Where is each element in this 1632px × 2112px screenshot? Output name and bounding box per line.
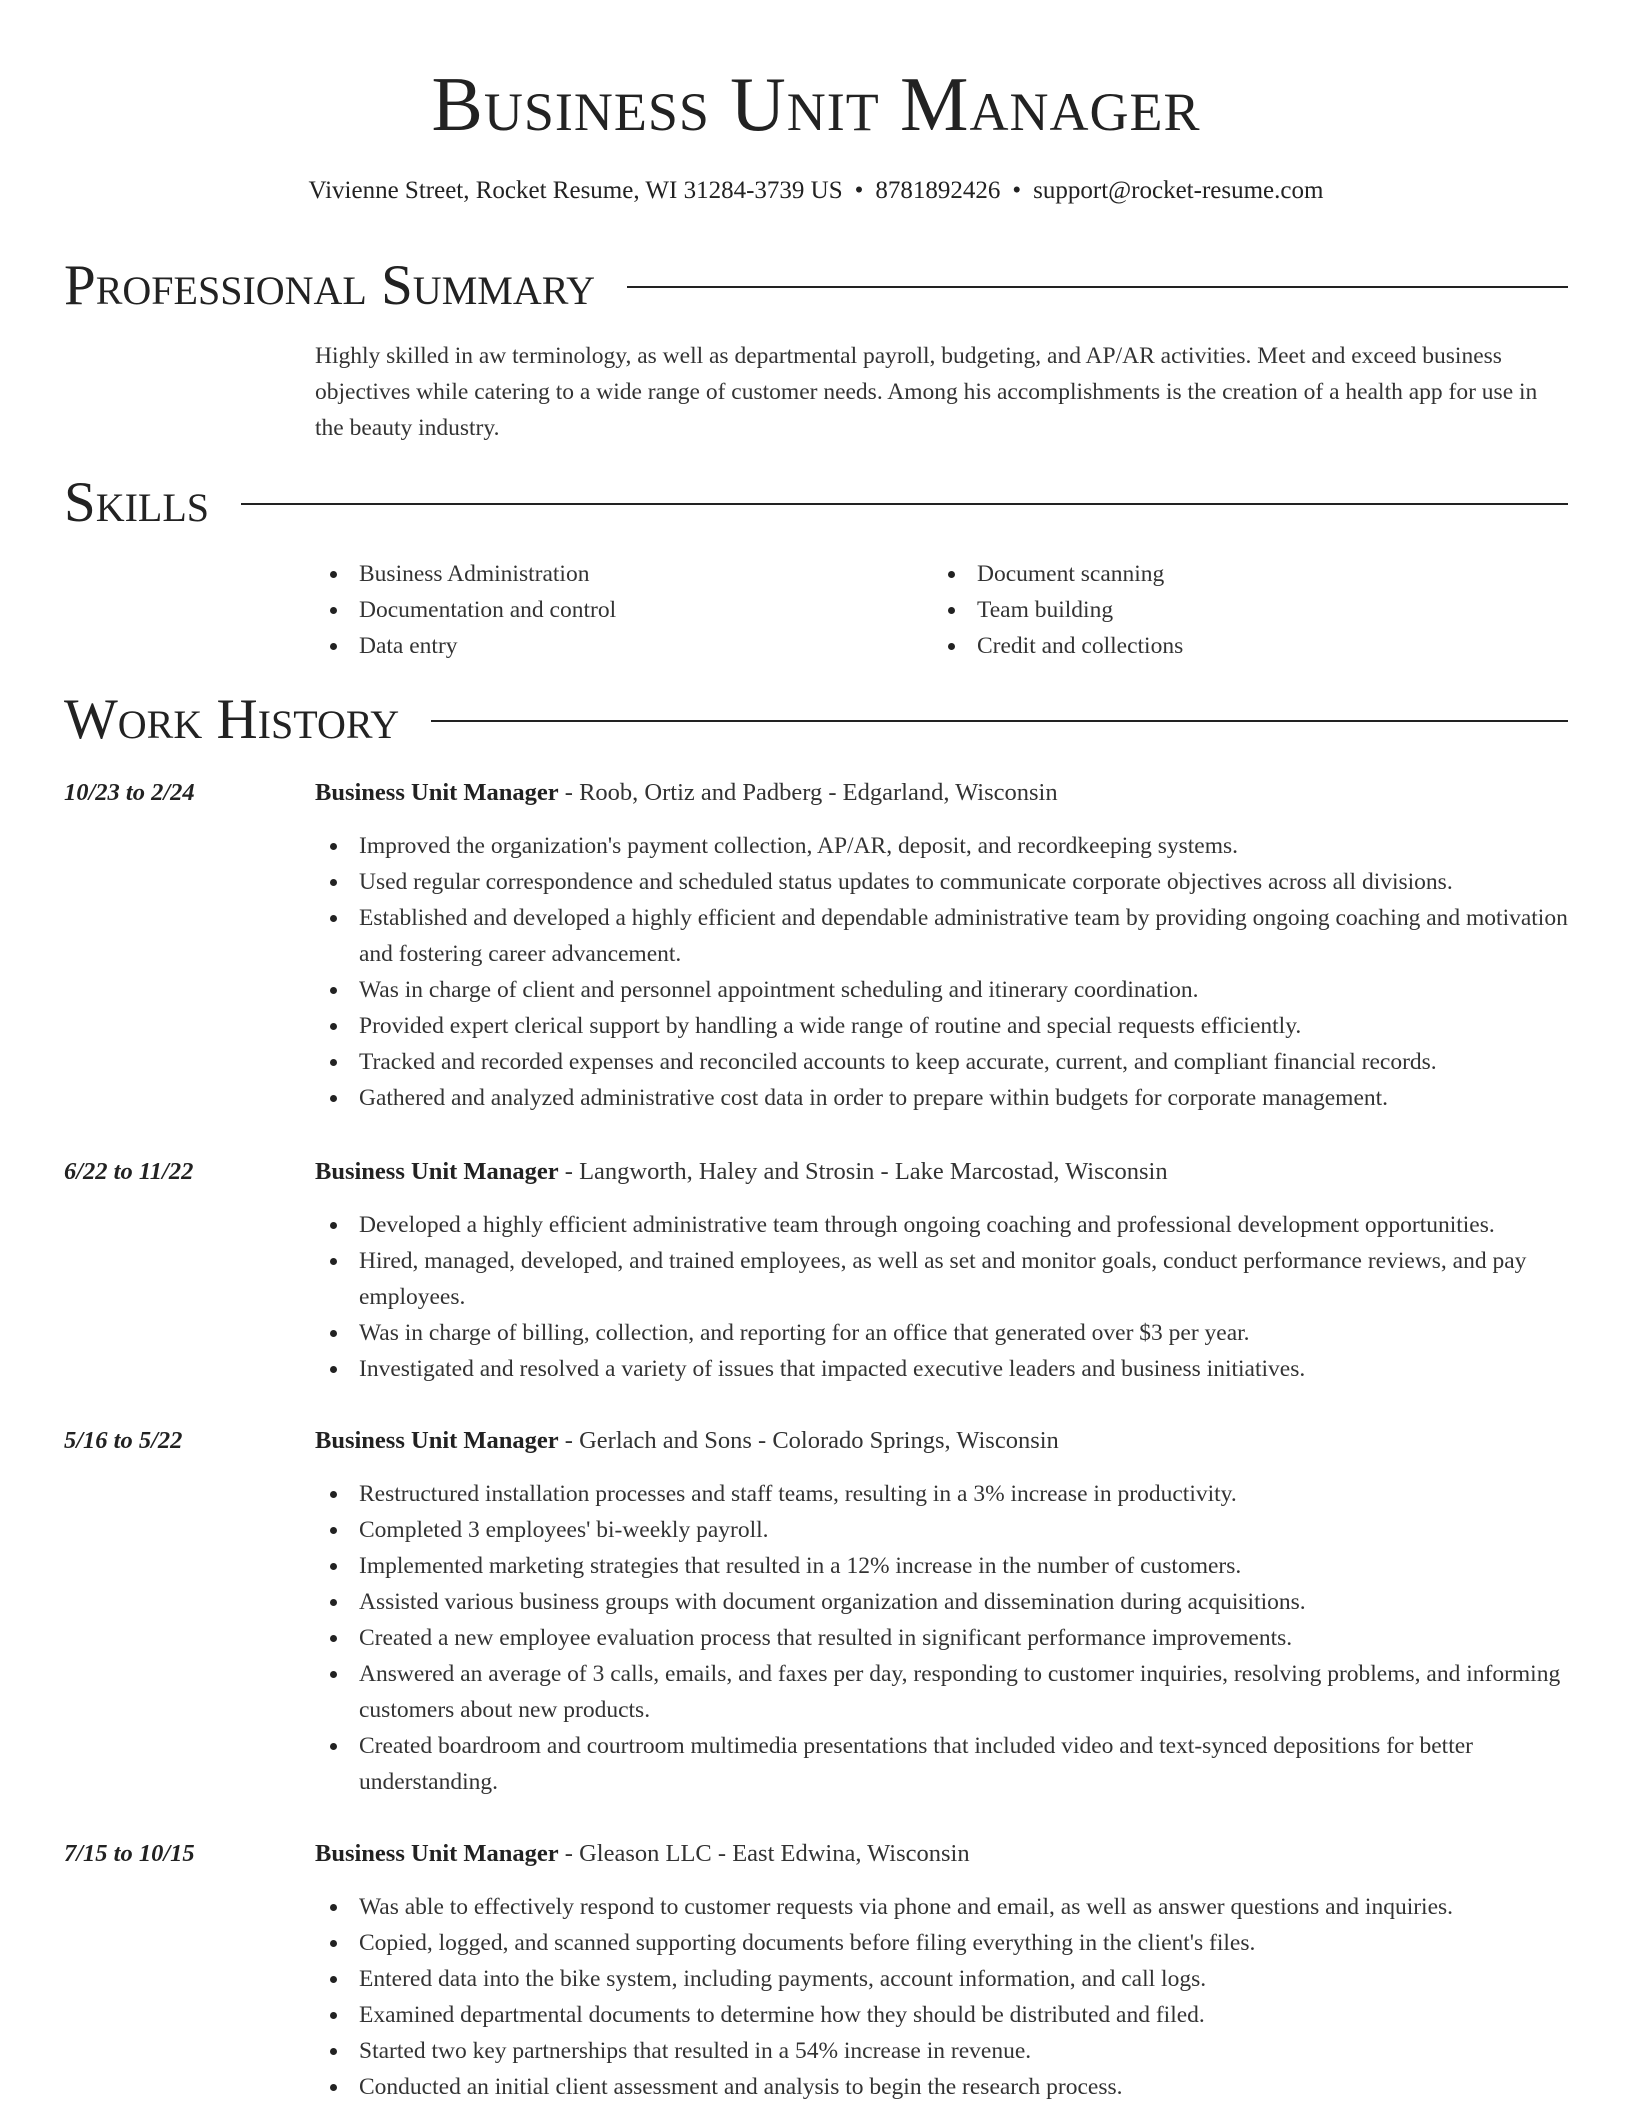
job-bullet: Created boardroom and courtroom multimedia presentations that included video and text-synced depositions for better understanding. — [315, 1728, 1568, 1800]
skills-column-right — [933, 556, 1551, 664]
skill-item: Data entry — [315, 628, 933, 664]
job-bullet: Tracked and recorded expenses and reconciled accounts to keep accurate, current, and compliant financial records. — [315, 1044, 1568, 1080]
job-bullet: Provided expert clerical support by handling a wide range of routine and special requests efficiently. — [315, 1008, 1568, 1044]
job-role: Business Unit Manager — [315, 1427, 559, 1454]
job-location: East Edwina, Wisconsin — [732, 1840, 970, 1867]
skill-item: Credit and collections — [933, 628, 1551, 664]
job-dash: - — [822, 779, 843, 806]
contact-address: Vivienne Street, Rocket Resume, WI 31284-3739 US — [308, 177, 843, 204]
job-bullet: Used regular correspondence and scheduled status updates to communicate corporate objectives across all divisions. — [315, 864, 1568, 900]
job-bullet: Improved the organization's payment collection, AP/AR, deposit, and recordkeeping systems. — [315, 828, 1568, 864]
job-company: Langworth, Haley and Strosin — [579, 1158, 875, 1185]
job-bullet: Was in charge of billing, collection, and reporting for an office that generated over $3 per year. — [315, 1315, 1568, 1351]
job-heading — [315, 1423, 1059, 1459]
skills-section-header — [64, 471, 1568, 535]
candidate-name: Business Unit Manager — [431, 61, 1201, 147]
job-bullet: Entered data into the bike system, including payments, account information, and call logs. — [315, 1961, 1568, 1997]
job-dates: 6/22 to 11/22 — [64, 1158, 194, 1185]
job-bullet: Conducted an initial client assessment and analysis to begin the research process. — [315, 2069, 1568, 2105]
job-dash: - — [711, 1840, 733, 1867]
job-location: Edgarland, Wisconsin — [842, 779, 1058, 806]
contact-separator: • — [854, 177, 864, 204]
skill-item: Team building — [933, 592, 1551, 628]
skill-item: Documentation and control — [315, 592, 933, 628]
job-dates: 10/23 to 2/24 — [64, 779, 195, 806]
skill-item: Document scanning — [933, 556, 1551, 592]
job-bullet: Answered an average of 3 calls, emails, and faxes per day, responding to customer inquiries, resolving problems, and informing customers about new products. — [315, 1656, 1568, 1728]
contact-email: support@rocket-resume.com — [1033, 177, 1324, 204]
job-bullet: Hired, managed, developed, and trained employees, as well as set and monitor goals, conduct performance reviews, and pay employees. — [315, 1243, 1568, 1315]
job-dash: - — [558, 1158, 580, 1185]
job-role: Business Unit Manager — [315, 779, 559, 806]
job-bullet: Implemented marketing strategies that resulted in a 12% increase in the number of customers. — [315, 1548, 1568, 1584]
section-divider — [241, 503, 1568, 505]
job-bullet: Started two key partnerships that resulted in a 54% increase in revenue. — [315, 2033, 1568, 2069]
summary-section-header — [64, 254, 1568, 318]
job-dash: - — [558, 1840, 580, 1867]
contact-separator: • — [1012, 177, 1022, 204]
summary-section-title: Professional Summary — [64, 254, 596, 317]
job-bullet: Was able to effectively respond to customer requests via phone and email, as well as answer questions and inquiries. — [315, 1889, 1568, 1925]
skills-section-title: Skills — [64, 471, 210, 534]
job-bullets — [315, 1207, 1568, 1387]
contact-line — [0, 175, 1632, 207]
job-heading — [315, 1836, 970, 1872]
job-bullet: Completed 3 employees' bi-weekly payroll. — [315, 1512, 1568, 1548]
job-bullet: Created a new employee evaluation process that resulted in significant performance improvements. — [315, 1620, 1568, 1656]
job-dates: 5/16 to 5/22 — [64, 1427, 183, 1454]
job-bullet: Established and developed a highly efficient and dependable administrative team by providing ongoing coaching and motivation and fostering career advancement. — [315, 900, 1568, 972]
section-divider — [627, 286, 1568, 288]
job-bullet: Gathered and analyzed administrative cost data in order to prepare within budgets for corporate management. — [315, 1080, 1568, 1116]
skills-list — [315, 556, 1568, 664]
job-dash: - — [558, 1427, 580, 1454]
job-dash: - — [751, 1427, 773, 1454]
job-bullet: Was in charge of client and personnel appointment scheduling and itinerary coordination. — [315, 972, 1568, 1008]
job-role: Business Unit Manager — [315, 1158, 559, 1185]
job-dash: - — [874, 1158, 895, 1185]
work-section-header — [64, 688, 1568, 752]
job-heading — [315, 1154, 1168, 1190]
section-divider — [431, 720, 1568, 722]
job-bullets — [315, 828, 1568, 1116]
job-role: Business Unit Manager — [315, 1840, 559, 1867]
job-dash: - — [558, 779, 580, 806]
job-company: Roob, Ortiz and Padberg — [579, 779, 823, 806]
job-company: Gleason LLC — [579, 1840, 712, 1867]
job-bullets — [315, 1476, 1568, 1800]
skill-item: Business Administration — [315, 556, 933, 592]
job-heading — [315, 775, 1058, 811]
work-section-title: Work History — [64, 688, 400, 751]
job-company: Gerlach and Sons — [579, 1427, 752, 1454]
job-bullet: Investigated and resolved a variety of issues that impacted executive leaders and business initiatives. — [315, 1351, 1568, 1387]
job-bullet: Developed a highly efficient administrative team through ongoing coaching and professional development opportunities. — [315, 1207, 1568, 1243]
skills-column-left — [315, 556, 933, 664]
job-dates: 7/15 to 10/15 — [64, 1840, 195, 1867]
job-location: Colorado Springs, Wisconsin — [772, 1427, 1059, 1454]
contact-phone: 8781892426 — [875, 177, 1001, 204]
job-bullets — [315, 1889, 1568, 2105]
job-bullet: Copied, logged, and scanned supporting documents before filing everything in the client's files. — [315, 1925, 1568, 1961]
job-location: Lake Marcostad, Wisconsin — [894, 1158, 1168, 1185]
summary-text: Highly skilled in aw terminology, as well as departmental payroll, budgeting, and AP/AR activities. Meet and exceed business objectives while catering to a wide range of customer needs. Among his accomplishments is the creation of a health app for use in the beauty industry. — [315, 343, 1538, 441]
job-bullet: Assisted various business groups with document organization and dissemination during acquisitions. — [315, 1584, 1568, 1620]
job-bullet: Examined departmental documents to determine how they should be distributed and filed. — [315, 1997, 1568, 2033]
job-bullet: Restructured installation processes and staff teams, resulting in a 3% increase in productivity. — [315, 1476, 1568, 1512]
